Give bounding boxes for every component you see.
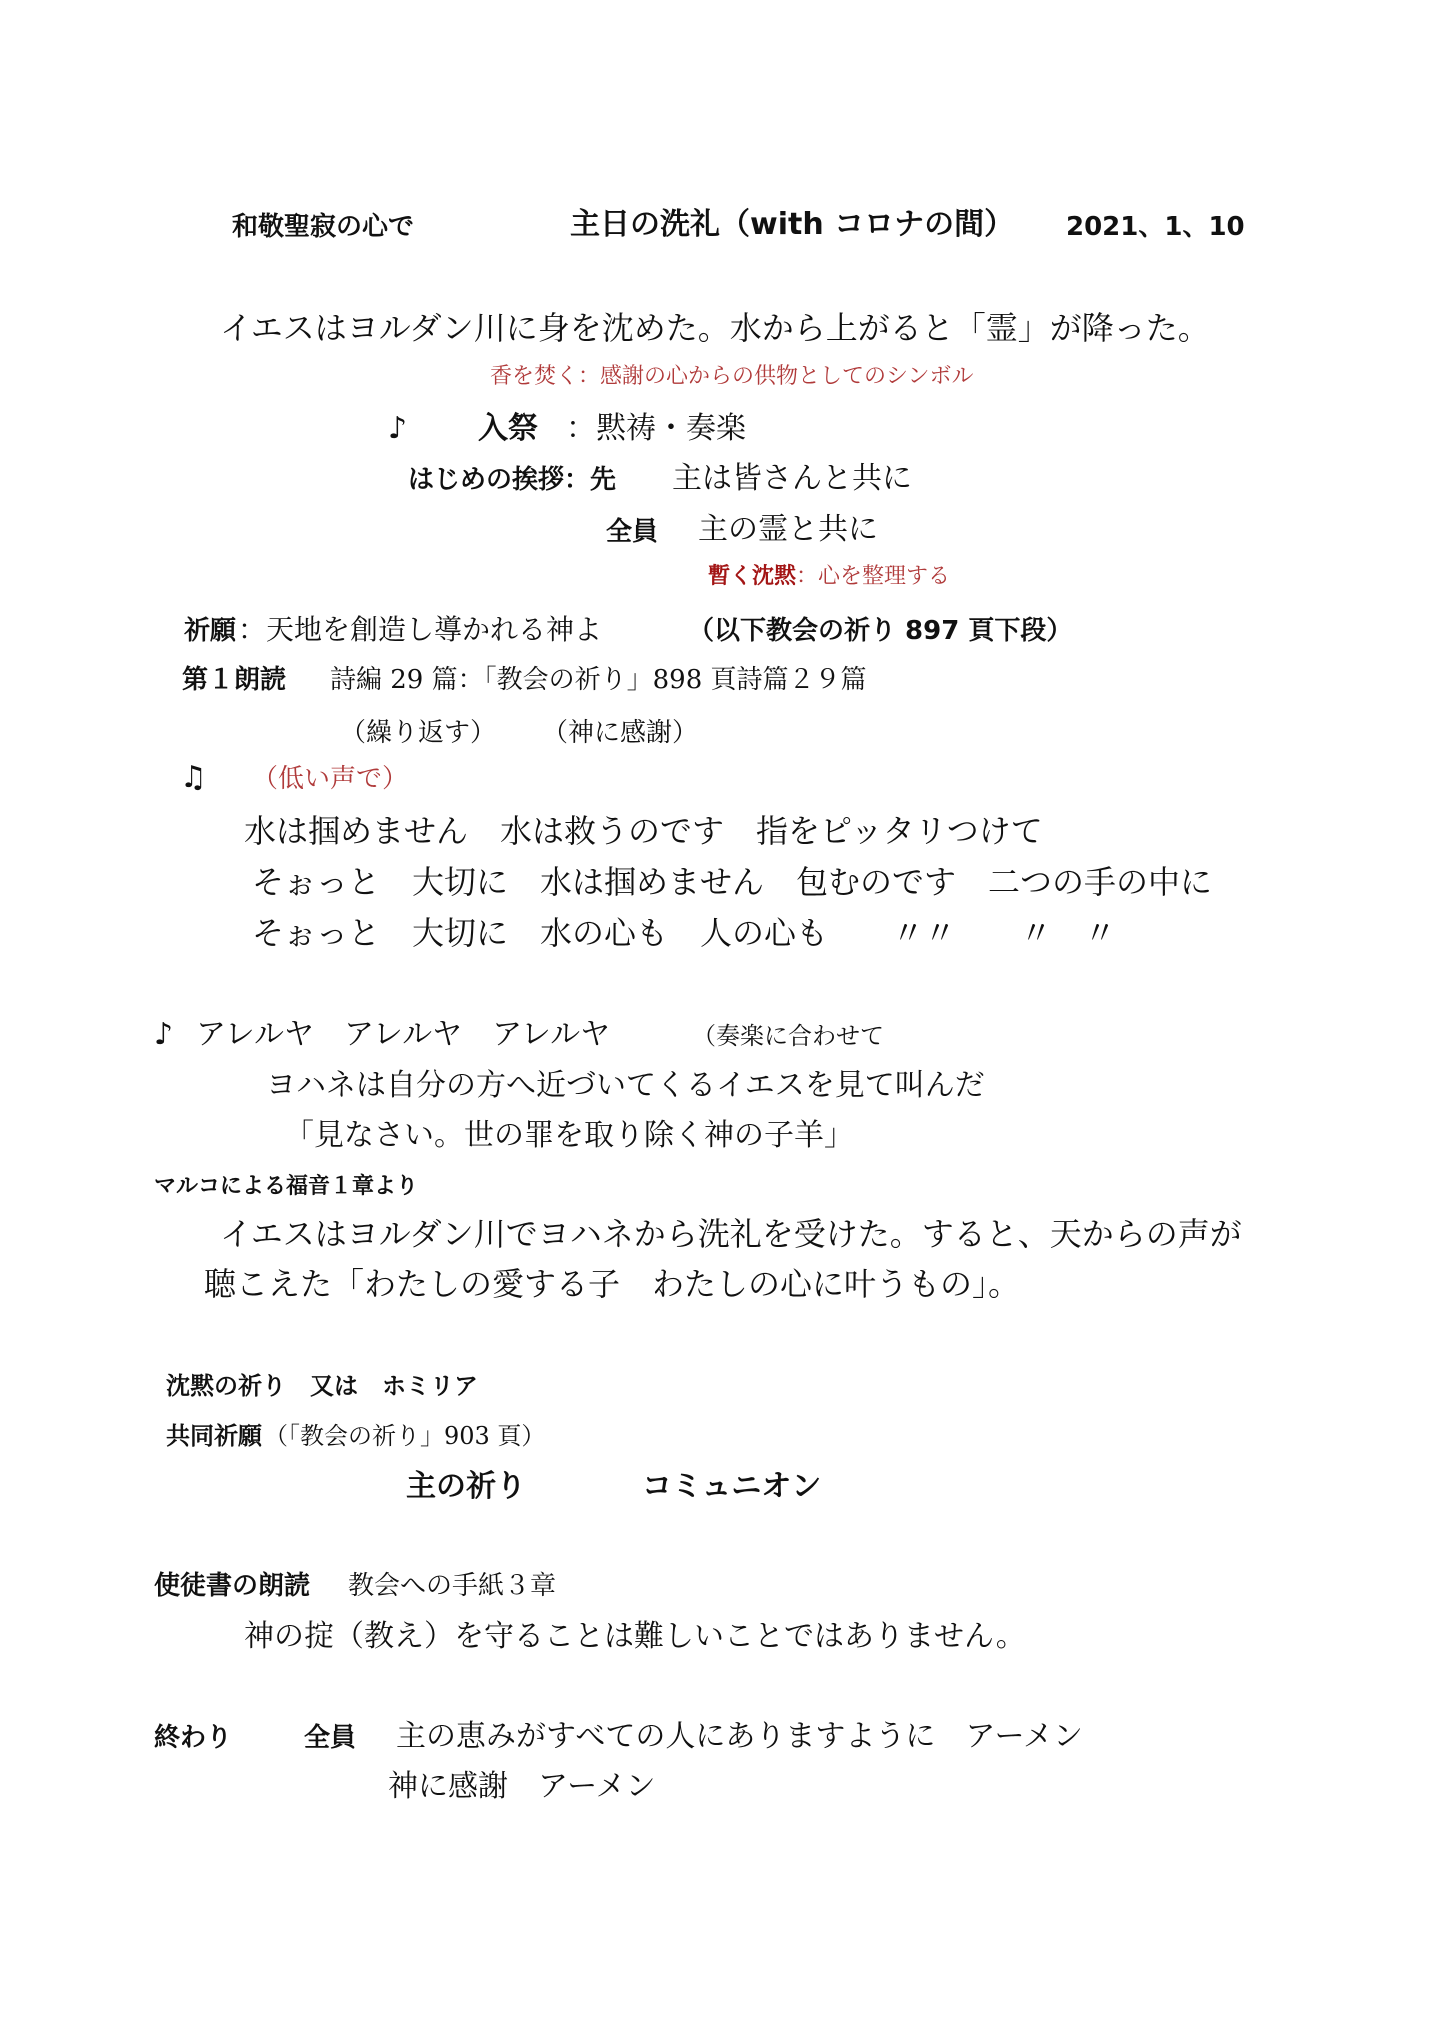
intercessions-text: （「教会の祈り」903 頁） (264, 1422, 546, 1450)
lords-prayer: 主の祈り (406, 1469, 526, 1504)
alleluia-line-1: ヨハネは自分の方へ近づいてくるイエスを見て叫んだ (266, 1068, 985, 1103)
alleluia-note: （奏楽に合わせて (692, 1022, 884, 1050)
first-reading-text: 詩編 29 篇：「教会の祈り」898 頁詩篇２９篇 (330, 665, 867, 695)
epistle-ref: 教会への手紙３章 (348, 1571, 557, 1601)
song-line-1: 水は掴めません 水は救うのです 指をピッタリつけて (244, 812, 1043, 850)
page-title: 主日の洗礼（with コロナの間） (570, 207, 1015, 242)
alleluia-note-icon: ♪ (154, 1017, 174, 1052)
entrance-text: ：黙祷・奏楽 (566, 411, 746, 446)
music-notes-icon: ♫ (180, 760, 207, 795)
header-date: 2021、1、10 (1066, 212, 1245, 242)
closing-line-2: 神に感謝 アーメン (388, 1769, 656, 1804)
greeting-priest: 主は皆さんと共に (672, 461, 912, 496)
entrance-label: 入祭 (478, 411, 538, 446)
gospel-label: マルコによる福音１章より (154, 1174, 419, 1199)
collect-text: ：天地を創造し導かれる神よ (238, 613, 603, 646)
collect-label: 祈願 (184, 616, 237, 646)
incense-note: 香を焚く：感謝の心からの供物としてのシンボル (490, 364, 974, 389)
greeting-label: はじめの挨拶：先 (408, 465, 617, 495)
epistle-line: 神の掟（教え）を守ることは難しいことではありません。 (244, 1619, 1026, 1654)
communion: コミュニオン (642, 1469, 822, 1504)
song-note: （低い声で） (252, 764, 409, 794)
alleluia-text: アレルヤ アレルヤ アレルヤ (196, 1017, 611, 1052)
gospel-line-1: イエスはヨルダン川でヨハネから洗礼を受けた。すると、天からの声が (220, 1215, 1242, 1253)
music-note-icon: ♪ (388, 411, 408, 446)
song-line-3: そぉっと 大切に 水の心も 人の心も 〃〃 〃 〃 (252, 914, 1117, 952)
silence-label: 暫く沈黙 (708, 564, 797, 589)
response-thanks: （神に感謝） (542, 718, 699, 748)
silence-text: ：心を整理する (796, 564, 951, 589)
first-reading-label: 第１朗読 (182, 665, 287, 695)
greeting-all: 主の霊と共に (698, 512, 878, 547)
alleluia-line-2: 「見なさい。世の罪を取り除く神の子羊」 (284, 1118, 854, 1153)
header-left: 和敬聖寂の心で (232, 212, 415, 242)
lead-text: イエスはヨルダン川に身を沈めた。水から上がると「霊」が降った。 (220, 309, 1210, 347)
epistle-label: 使徒書の朗読 (154, 1571, 311, 1601)
homily: 沈黙の祈り 又は ホミリア (166, 1372, 478, 1400)
closing-line-1: 主の恵みがすべての人にありますように アーメン (396, 1719, 1083, 1754)
response-repeat: （繰り返す） (340, 718, 497, 748)
greeting-all-label: 全員 (606, 517, 659, 547)
closing-label: 終わり (154, 1723, 233, 1753)
gospel-line-2: 聴こえた「わたしの愛する子 わたしの心に叶うもの」。 (204, 1265, 1021, 1303)
closing-all-label: 全員 (304, 1723, 357, 1753)
intercessions-label: 共同祈願 (166, 1422, 262, 1450)
collect-ref: （以下教会の祈り 897 頁下段） (688, 616, 1073, 646)
song-line-2: そぉっと 大切に 水は掴めません 包むのです 二つの手の中に (252, 863, 1213, 901)
